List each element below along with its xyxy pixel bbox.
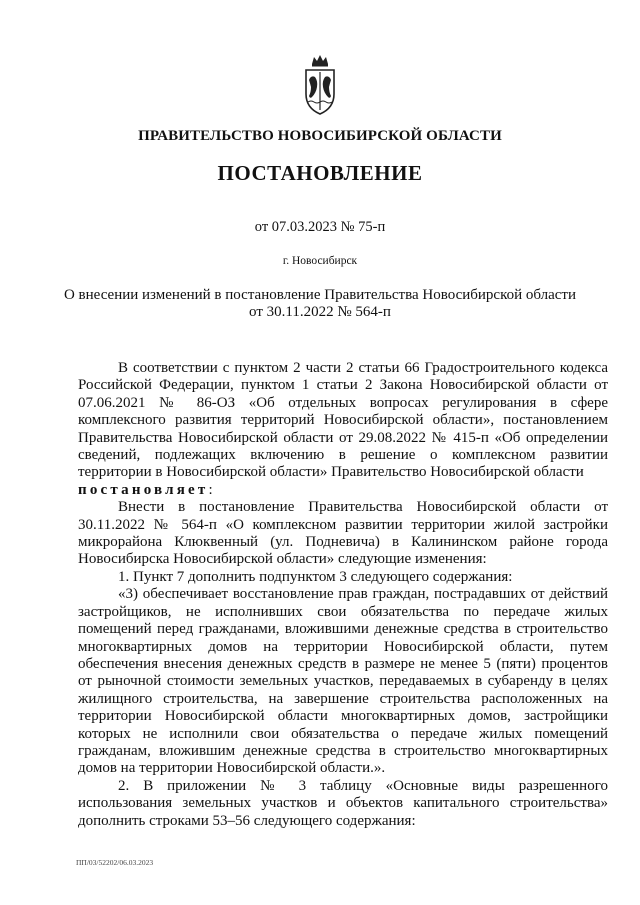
item-1-paragraph: 1. Пункт 7 дополнить подпунктом 3 следующего содержания: [118,568,513,585]
coat-of-arms-icon [302,54,338,116]
resolves-word: постановляет [78,481,209,498]
document-body [78,360,608,830]
document-title-line-1: О внесении изменений в постановление Правительства Новосибирской области [63,287,577,303]
preamble-text: В соответствии с пунктом 2 части 2 статьи 66 Градостроительного кодекса Российской Федерации, пунктом 1 статьи 2 Закона Новосибирской области от 07.06.2021 № 86-ОЗ «Об отдельных вопросах регулирования в сфере комплексного развития территорий Новосибирской области», постановлением Правительства Новосибирской области от 29.08.2022 № 415-п «Об определении сведений, подлежащих включению в решение о комплексном развитии территории в Новосибирской области» Правительство Новосибирской области [78,360,608,481]
document-date-number: от 07.03.2023 № 75-п [254,219,386,235]
preamble-paragraph [78,360,608,482]
organization-name: ПРАВИТЕЛЬСТВО НОВОСИБИРСКОЙ ОБЛАСТИ [138,128,502,144]
item-2-paragraph: 2. В приложении № 3 таблицу «Основные виды разрешенного использования земельных участков и объектов капитального строительства» дополнить строками 53–56 следующего содержания: [78,777,608,829]
document-type: ПОСТАНОВЛЕНИЕ [217,161,423,185]
footer-code: ПП/03/52202/06.03.2023 [76,858,154,867]
intro-paragraph: Внести в постановление Правительства Новосибирской области от 30.11.2022 № 564-п «О комплексном развитии территории жилой застройки микрорайона Клюквенный (ул. Подневича) в Калининском районе города Новосибирска Новосибирской области» следующие изменения: [78,499,608,568]
resolves-paragraph [78,482,608,499]
item-1-quote-paragraph: «3) обеспечивает восстановление прав граждан, пострадавших от действий застройщиков, не исполнивших свои обязательства по передаче жилых помещений перед гражданами, вложившими денежные средства в строительство многоквартирных домов на территории Новосибирской области, путем обеспечения внесения денежных средств в размере не менее 5 (пяти) процентов от рыночной стоимости земельных участков, передаваемых в субаренду в целях жилищного строительства, на завершение строительства расположенных на территории Новосибирской области многоквартирных домов, застройщики которых не исполнили свои обязательства о передаче жилых помещений гражданам, вложившим денежные средства в строительство многоквартирных домов на территории Новосибирской области.». [78,586,608,777]
document-city: г. Новосибирск [282,255,358,267]
document-title-line-2: от 30.11.2022 № 564-п [249,304,391,320]
resolves-colon: : [208,481,213,498]
